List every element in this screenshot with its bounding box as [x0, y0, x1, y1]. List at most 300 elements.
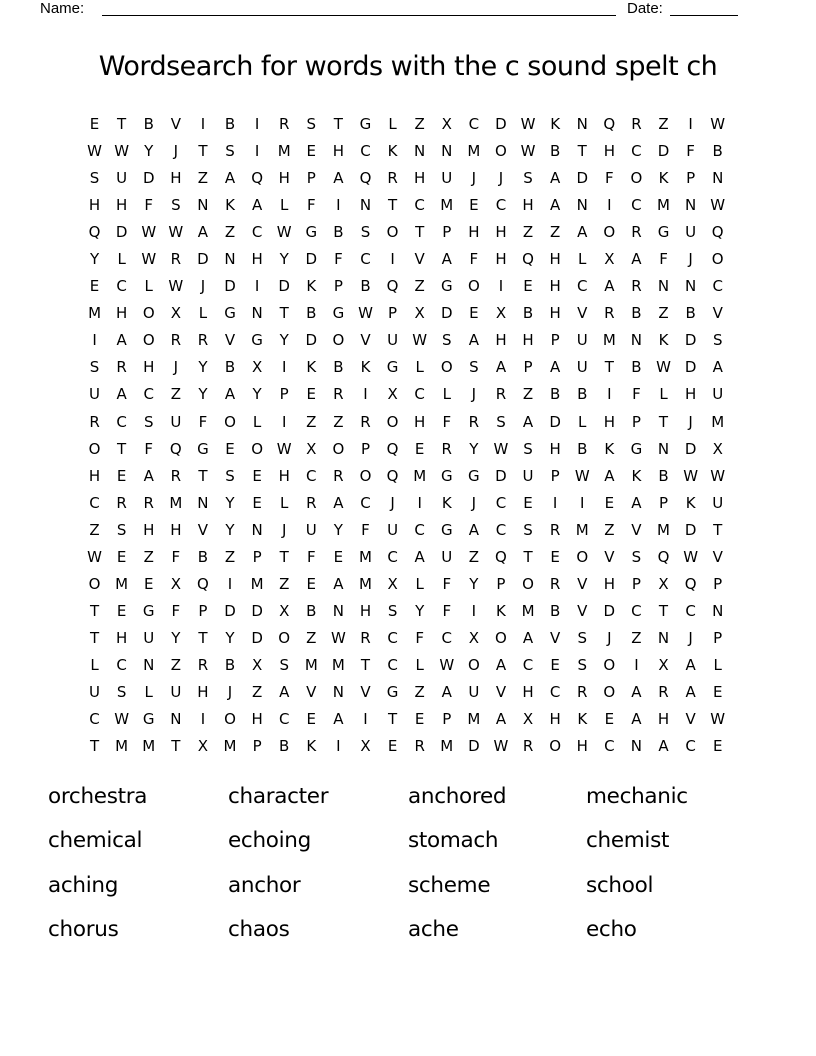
grid-letter: K — [631, 466, 642, 485]
grid-letter: D — [115, 223, 128, 242]
grid-letter: C — [685, 737, 696, 756]
grid-letter: E — [414, 439, 425, 458]
grid-letter: P — [360, 439, 370, 458]
grid-letter: B — [224, 115, 236, 134]
grid-letter: N — [251, 304, 263, 323]
grid-letter: S — [89, 169, 100, 188]
grid-letter: Q — [169, 439, 182, 458]
grid-letter: E — [469, 196, 479, 215]
grid-letter: D — [684, 439, 697, 458]
grid-letter: A — [333, 493, 344, 512]
grid-letter: E — [712, 683, 723, 701]
grid-letter: F — [171, 547, 181, 566]
grid-letter: Z — [170, 655, 181, 674]
date-fill-line — [670, 1, 738, 16]
grid-letter: E — [523, 277, 533, 296]
grid-letter: A — [116, 385, 127, 404]
grid-letter: L — [415, 655, 424, 674]
grid-letter: A — [631, 683, 642, 701]
grid-letter: W — [520, 142, 536, 161]
grid-letter: M — [711, 412, 725, 431]
grid-letter: L — [144, 277, 153, 296]
grid-letter: U — [712, 385, 724, 404]
grid-letter: P — [388, 304, 398, 323]
grid-letter: D — [197, 250, 209, 269]
grid-letter: N — [332, 683, 344, 701]
grid-letter: D — [684, 358, 697, 377]
grid-letter: D — [468, 737, 480, 756]
grid-letter: I — [281, 412, 287, 431]
grid-letter: Z — [522, 385, 534, 404]
grid-letter: N — [197, 493, 209, 512]
grid-letter: X — [414, 304, 425, 323]
grid-letter: U — [712, 493, 724, 512]
grid-letter: D — [251, 601, 263, 620]
name-fill-line — [102, 1, 616, 16]
grid-letter: H — [603, 142, 615, 161]
grid-letter: L — [388, 115, 397, 134]
grid-letter: W — [439, 655, 455, 674]
grid-letter: A — [279, 683, 290, 701]
grid-letter: J — [688, 412, 693, 431]
grid-letter: T — [198, 466, 208, 485]
grid-letter: M — [250, 574, 264, 593]
grid-letter: A — [550, 169, 561, 188]
grid-letter: R — [116, 358, 127, 377]
grid-letter: B — [224, 358, 236, 377]
grid-letter: U — [143, 628, 155, 647]
grid-letter: W — [168, 223, 184, 242]
grid-letter: U — [387, 331, 399, 350]
grid-letter: L — [90, 655, 99, 674]
grid-letter: G — [197, 439, 209, 458]
grid-letter: N — [630, 737, 643, 756]
grid-letter: Z — [251, 683, 263, 701]
grid-letter: Y — [89, 250, 100, 269]
grid-letter: B — [685, 304, 696, 323]
grid-letter: Y — [225, 520, 235, 539]
grid-letter: S — [523, 520, 533, 539]
grid-letter: X — [197, 737, 209, 756]
grid-letter: A — [441, 250, 452, 269]
grid-letter: Z — [197, 169, 209, 188]
grid-letter: O — [495, 142, 507, 161]
grid-letter: C — [278, 710, 290, 729]
grid-letter: B — [333, 223, 344, 242]
grid-letter: Z — [279, 574, 290, 593]
grid-letter: A — [577, 223, 588, 242]
grid-letter: K — [306, 277, 317, 296]
grid-letter: J — [173, 142, 179, 161]
grid-letter: Z — [658, 115, 669, 134]
grid-letter: A — [143, 466, 154, 485]
grid-letter: F — [334, 250, 343, 269]
grid-letter: F — [171, 601, 181, 620]
grid-letter: H — [495, 331, 507, 350]
grid-letter: W — [87, 547, 102, 566]
grid-letter: A — [333, 574, 344, 593]
word-list-item: mechanic — [586, 783, 688, 809]
date-label: Date: — [627, 0, 663, 17]
grid-letter: Q — [197, 574, 209, 593]
grid-letter: R — [333, 466, 344, 485]
grid-letter: E — [306, 574, 317, 593]
grid-letter: X — [170, 574, 181, 593]
name-label: Name: — [40, 0, 85, 17]
grid-letter: X — [279, 601, 290, 620]
grid-letter: R — [549, 574, 561, 593]
grid-letter: S — [712, 331, 723, 350]
grid-letter: R — [549, 520, 561, 539]
grid-letter: Q — [359, 169, 372, 188]
grid-letter: J — [390, 493, 395, 512]
grid-letter: T — [658, 601, 669, 620]
grid-letter: X — [658, 574, 669, 593]
grid-letter: C — [495, 493, 507, 512]
grid-letter: Y — [144, 142, 154, 161]
grid-letter: N — [414, 142, 426, 161]
grid-letter: H — [522, 196, 534, 215]
grid-letter: O — [251, 439, 264, 458]
grid-letter: R — [170, 250, 182, 269]
grid-letter: C — [116, 277, 127, 296]
grid-letter: G — [657, 223, 670, 242]
grid-letter: H — [88, 196, 101, 215]
grid-letter: E — [116, 547, 127, 566]
grid-letter: A — [631, 710, 642, 729]
grid-letter: I — [607, 196, 612, 215]
grid-letter: H — [143, 358, 155, 377]
grid-letter: L — [578, 250, 587, 269]
grid-letter: I — [607, 385, 612, 404]
grid-letter: I — [336, 196, 341, 215]
grid-letter: V — [712, 547, 723, 566]
grid-letter: S — [523, 439, 533, 458]
grid-letter: Z — [414, 683, 425, 701]
grid-letter: C — [414, 196, 425, 215]
grid-letter: A — [631, 250, 642, 269]
grid-letter: H — [332, 142, 345, 161]
grid-letter: A — [604, 466, 615, 485]
grid-letter: R — [631, 277, 642, 296]
grid-letter: R — [360, 628, 371, 647]
grid-letter: R — [441, 439, 452, 458]
grid-letter: E — [550, 547, 560, 566]
word-list-item: echoing — [228, 828, 311, 854]
grid-letter: R — [116, 493, 127, 512]
word-list-item: character — [228, 783, 329, 809]
grid-letter: T — [360, 655, 371, 674]
grid-letter: D — [305, 250, 318, 269]
grid-letter: I — [281, 358, 287, 377]
grid-letter: E — [306, 710, 317, 729]
grid-letter: Q — [88, 223, 101, 242]
grid-letter: C — [604, 737, 615, 756]
grid-letter: C — [549, 683, 561, 701]
grid-letter: P — [198, 601, 208, 620]
grid-letter: S — [279, 655, 289, 674]
grid-letter: C — [89, 710, 100, 729]
grid-letter: Z — [89, 520, 100, 539]
grid-letter: A — [522, 412, 534, 431]
grid-letter: V — [712, 304, 723, 323]
grid-letter: H — [116, 628, 128, 647]
grid-letter: C — [685, 601, 696, 620]
grid-letter: P — [686, 169, 696, 188]
grid-letter: E — [252, 466, 262, 485]
grid-letter: M — [657, 520, 670, 539]
grid-letter: Z — [224, 547, 236, 566]
grid-letter: H — [684, 385, 697, 404]
grid-letter: Y — [198, 358, 208, 377]
grid-letter: Q — [251, 169, 264, 188]
grid-letter: Y — [225, 493, 235, 512]
grid-letter: G — [224, 304, 236, 323]
grid-letter: K — [658, 169, 669, 188]
grid-letter: Z — [170, 385, 181, 404]
grid-letter: C — [441, 628, 452, 647]
grid-letter: K — [441, 493, 452, 512]
grid-letter: J — [227, 683, 233, 701]
grid-letter: U — [441, 547, 453, 566]
grid-letter: U — [522, 466, 534, 485]
grid-letter: N — [143, 655, 155, 674]
grid-letter: S — [116, 520, 127, 539]
grid-letter: I — [417, 493, 422, 512]
grid-letter: W — [358, 304, 373, 323]
grid-letter: B — [279, 737, 290, 756]
grid-letter: W — [141, 250, 157, 269]
grid-letter: W — [276, 439, 292, 458]
grid-letter: A — [468, 331, 479, 350]
grid-letter: P — [252, 737, 262, 756]
grid-letter: R — [143, 493, 154, 512]
grid-letter: P — [631, 412, 641, 431]
grid-letter: C — [414, 385, 425, 404]
grid-letter: X — [468, 628, 479, 647]
grid-letter: X — [387, 385, 398, 404]
grid-letter: E — [712, 737, 723, 756]
grid-letter: C — [631, 142, 642, 161]
grid-letter: Y — [198, 385, 208, 404]
grid-letter: K — [387, 142, 398, 161]
grid-letter: V — [604, 547, 615, 566]
grid-letter: J — [498, 169, 504, 188]
grid-letter: A — [333, 169, 344, 188]
grid-letter: B — [224, 655, 236, 674]
grid-letter: B — [631, 358, 642, 377]
grid-letter: T — [117, 439, 127, 458]
grid-letter: B — [333, 358, 344, 377]
grid-letter: C — [306, 466, 317, 485]
grid-letter: Y — [225, 628, 235, 647]
word-list — [48, 774, 736, 952]
grid-letter: R — [360, 412, 371, 431]
grid-letter: R — [170, 466, 182, 485]
grid-letter: O — [386, 223, 399, 242]
grid-letter: M — [602, 331, 616, 350]
grid-letter: Z — [522, 223, 534, 242]
grid-letter: H — [251, 710, 263, 729]
grid-letter: O — [142, 331, 155, 350]
grid-letter: E — [89, 277, 100, 296]
grid-letter: D — [278, 277, 290, 296]
grid-letter: W — [141, 223, 157, 242]
grid-letter: O — [603, 223, 616, 242]
grid-letter: Z — [631, 628, 642, 647]
grid-letter: Y — [279, 331, 289, 350]
grid-letter: L — [280, 196, 289, 215]
grid-letter: C — [576, 277, 588, 296]
grid-letter: V — [414, 250, 425, 269]
grid-letter: U — [89, 683, 101, 701]
grid-letter: F — [198, 412, 208, 431]
grid-letter: W — [683, 466, 699, 485]
grid-letter: G — [142, 601, 155, 620]
grid-letter: U — [89, 385, 101, 404]
grid-letter: V — [577, 601, 588, 620]
grid-letter: H — [251, 250, 263, 269]
word-list-item: ache — [408, 917, 459, 943]
grid-letter: Z — [306, 412, 317, 431]
grid-letter: W — [114, 142, 130, 161]
grid-letter: N — [576, 115, 588, 134]
grid-letter: I — [363, 710, 368, 729]
grid-letter: W — [710, 196, 726, 215]
grid-letter: K — [577, 710, 588, 729]
grid-letter: B — [306, 601, 317, 620]
grid-letter: H — [495, 250, 507, 269]
grid-letter: Z — [414, 115, 425, 134]
grid-letter: W — [520, 115, 536, 134]
grid-letter: D — [305, 331, 318, 350]
grid-letter: C — [387, 547, 398, 566]
grid-letter: E — [143, 574, 154, 593]
grid-letter: W — [710, 115, 726, 134]
grid-letter: M — [575, 520, 589, 539]
grid-letter: D — [657, 142, 670, 161]
grid-letter: R — [170, 331, 182, 350]
grid-letter: F — [442, 574, 452, 593]
grid-letter: B — [522, 304, 534, 323]
grid-letter: C — [631, 196, 642, 215]
grid-letter: I — [498, 277, 504, 296]
grid-letter: O — [711, 250, 724, 269]
word-list-item: orchestra — [48, 783, 148, 809]
grid-letter: O — [142, 304, 155, 323]
grid-letter: C — [360, 493, 371, 512]
grid-letter: W — [656, 358, 671, 377]
grid-letter: W — [114, 710, 130, 729]
grid-letter: P — [550, 331, 560, 350]
grid-letter: D — [684, 520, 697, 539]
grid-letter: H — [197, 683, 209, 701]
grid-letter: J — [688, 250, 693, 269]
grid-letter: N — [684, 196, 697, 215]
grid-letter: L — [659, 385, 668, 404]
grid-letter: S — [577, 628, 587, 647]
grid-letter: E — [306, 385, 317, 404]
grid-letter: V — [685, 710, 696, 729]
grid-letter: W — [330, 628, 346, 647]
grid-letter: O — [88, 439, 101, 458]
grid-letter: V — [197, 520, 209, 539]
grid-letter: T — [523, 547, 533, 566]
grid-letter: H — [603, 574, 615, 593]
grid-letter: Z — [414, 277, 425, 296]
grid-letter: S — [143, 412, 154, 431]
grid-letter: I — [227, 574, 233, 593]
word-list-item: chemist — [586, 828, 670, 854]
grid-letter: N — [576, 196, 588, 215]
grid-letter: H — [549, 277, 561, 296]
grid-letter: A — [550, 358, 561, 377]
grid-letter: Y — [415, 601, 425, 620]
grid-letter: H — [278, 169, 290, 188]
grid-letter: O — [522, 574, 534, 593]
grid-letter: E — [469, 304, 479, 323]
grid-letter: T — [387, 710, 398, 729]
grid-letter: I — [580, 493, 585, 512]
grid-letter: S — [496, 412, 506, 431]
grid-letter: M — [657, 196, 670, 215]
grid-letter: S — [171, 196, 181, 215]
grid-letter: T — [279, 304, 289, 323]
grid-letter: R — [278, 115, 290, 134]
grid-letter: U — [387, 520, 399, 539]
grid-letter: T — [279, 547, 289, 566]
grid-letter: K — [604, 439, 615, 458]
word-list-item: anchored — [408, 783, 507, 809]
grid-letter: D — [142, 169, 155, 188]
grid-letter: N — [712, 601, 724, 620]
grid-letter: V — [495, 683, 507, 701]
grid-letter: A — [414, 547, 425, 566]
grid-letter: X — [387, 574, 398, 593]
grid-letter: D — [603, 601, 616, 620]
grid-letter: X — [170, 304, 181, 323]
grid-letter: G — [440, 466, 453, 485]
grid-letter: H — [549, 710, 561, 729]
grid-letter: H — [116, 196, 128, 215]
grid-letter: U — [116, 169, 128, 188]
grid-letter: E — [89, 115, 100, 134]
grid-letter: N — [684, 277, 697, 296]
grid-letter: H — [657, 710, 670, 729]
grid-letter: H — [522, 331, 534, 350]
grid-letter: W — [710, 466, 726, 485]
word-list-item: anchor — [228, 872, 301, 898]
grid-letter: O — [386, 412, 399, 431]
grid-letter: L — [578, 412, 587, 431]
grid-letter: K — [496, 601, 506, 620]
grid-letter: W — [683, 547, 699, 566]
grid-letter: S — [442, 331, 452, 350]
grid-letter: R — [387, 169, 398, 188]
grid-letter: H — [143, 520, 155, 539]
grid-letter: F — [469, 250, 479, 269]
grid-letter: H — [576, 737, 588, 756]
grid-letter: M — [277, 142, 291, 161]
grid-letter: T — [198, 142, 208, 161]
grid-letter: K — [306, 737, 317, 756]
word-list-item: chorus — [48, 917, 119, 943]
grid-letter: L — [442, 385, 451, 404]
grid-letter: E — [604, 710, 615, 729]
grid-letter: U — [685, 223, 697, 242]
grid-letter: A — [441, 683, 452, 701]
grid-letter: E — [333, 547, 344, 566]
